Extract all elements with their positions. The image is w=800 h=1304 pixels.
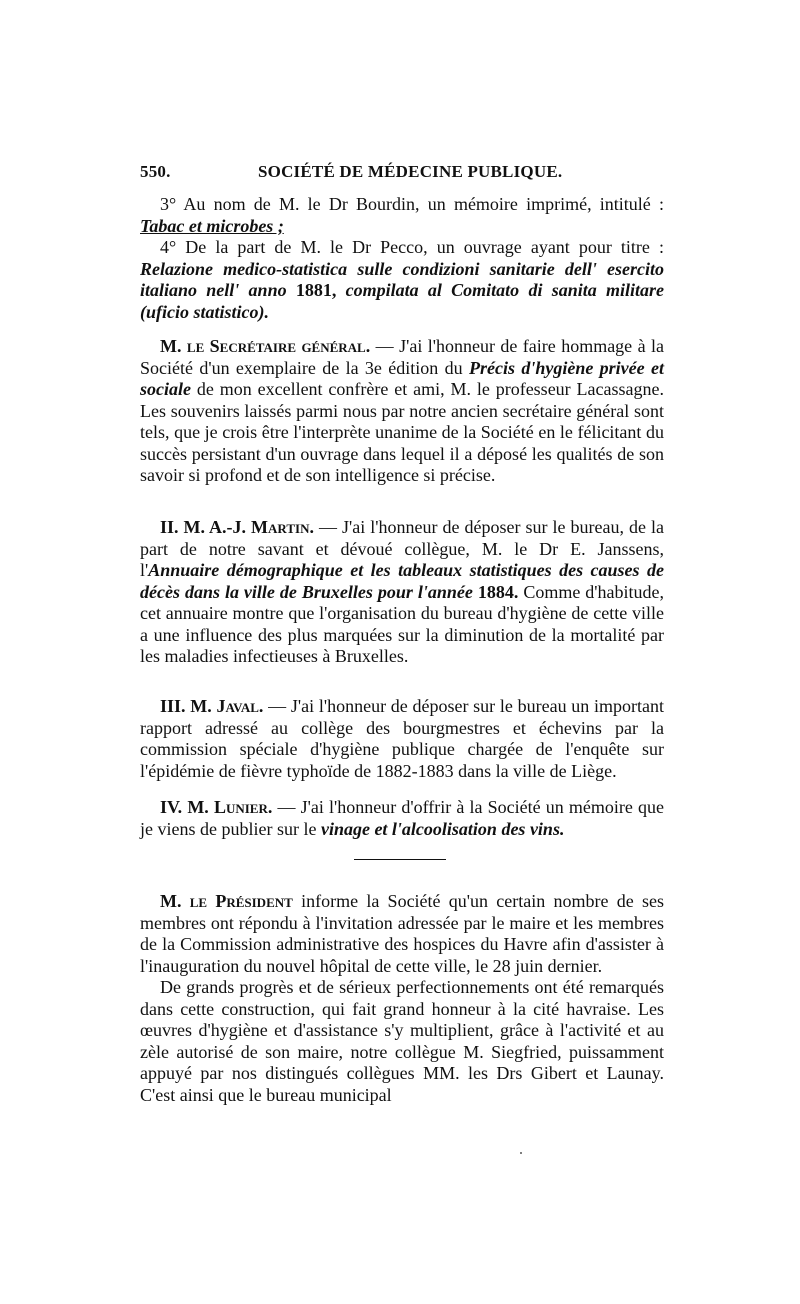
item-3 — [140, 194, 664, 237]
martin-year: 1884. — [477, 581, 519, 602]
lunier-text — [140, 797, 664, 840]
secretaire-text — [140, 336, 664, 487]
speaker-lunier: IV. M. Lunier. — [160, 797, 273, 817]
martin-text — [140, 517, 664, 668]
martin-text-b: Comme d'habitude, cet annuaire montre que l'organisation du bureau d'hygiène de cette ville a une influence des plus marquées sur la diminution de la mortalité par les maladies infectieuses à Bruxelles. — [140, 581, 665, 666]
speaker-martin: II. M. A.-J. Martin. — [160, 517, 314, 537]
president-paragraph-1 — [140, 891, 664, 977]
secretaire-text-b: de mon excellent confrère et ami, M. le professeur Lacassagne. Les souvenirs laissés parmi nous par notre ancien secrétaire général sont tels, que je crois être l'interprète unanime de la Société en le félicitant du succès persistant d'un ouvrage dans lequel il a déposé les qualités de son savoir si profond et de son intelligence si précise. — [140, 379, 664, 485]
print-speck — [520, 1152, 522, 1154]
item-4-text: 4° De la part de M. le Dr Pecco, un ouvrage ayant pour titre : — [160, 237, 664, 257]
martin-text-a: — J'ai l'honneur de déposer sur le bureau, de la part de notre savant et dévoué collègue, M. le Dr E. Janssens, l' — [140, 517, 665, 580]
lunier-paragraph — [140, 797, 664, 840]
running-header — [140, 162, 660, 184]
speaker-javal: III. M. Javal. — [160, 696, 264, 716]
president-paragraphs — [140, 891, 664, 1106]
martin-book-title: Annuaire démographique et les tableaux statistiques des causes de décès dans la ville de Bruxelles pour l'année — [140, 560, 664, 602]
item-3-title: Tabac et microbes ; — [140, 215, 284, 236]
secretaire-text-a: — J'ai l'honneur de faire hommage à la Société d'un exemplaire de la 3e édition du — [140, 336, 664, 378]
president-paragraph-2 — [140, 977, 664, 1106]
speaker-president: M. le Président — [160, 891, 293, 911]
president-text-1: informe la Société qu'un certain nombre de ses membres ont répondu à l'invitation adressée par le maire et les membres de la Commission administrative des hospices du Havre afin d'assister à l'inauguration du nouvel hôpital de cette ville, le 28 juin dernier. — [140, 891, 665, 976]
item-4 — [140, 237, 664, 323]
item-4-year: 1881, — [295, 280, 337, 300]
speaker-secretaire: M. le Secrétaire général. — [160, 336, 371, 356]
javal-paragraph — [140, 696, 664, 782]
president-text-2: De grands progrès et de sérieux perfectionnements ont été remarqués dans cette construction, qui fait grand honneur à la cité havraise. Les œuvres d'hygiène et d'assistance s'y multiplient, grâce à l'activité et au zèle autorisé de son maire, notre collègue M. Siegfried, puissamment appuyé par nos distingués collègues MM. les Drs Gibert et Launay. C'est ainsi que le bureau municipal — [140, 977, 664, 1105]
items-list — [140, 194, 664, 323]
running-title: SOCIÉTÉ DE MÉDECINE PUBLIQUE. — [258, 162, 563, 181]
section-divider — [354, 859, 446, 860]
javal-text — [140, 696, 664, 782]
lunier-text-a: — J'ai l'honneur d'offrir à la Société un mémoire que je viens de publier sur le — [140, 797, 665, 839]
item-4-title-a: Relazione medico-statistica sulle condizioni sanitarie dell' esercito italiano nell' anno — [140, 258, 664, 300]
javal-text-body: — J'ai l'honneur de déposer sur le bureau un important rapport adressé au collège des bourgmestres et échevins par la commission spéciale d'hygiène publique chargée de l'enquête sur l'épidémie de fièvre typhoïde de 1882-1883 dans la ville de Liège. — [140, 696, 664, 781]
secretaire-paragraph — [140, 336, 664, 487]
page-number: 550. — [140, 162, 171, 181]
lunier-title: vinage et l'alcoolisation des vins. — [320, 818, 565, 839]
item-4-title-b: compilata al Comitato di sanita militare (uficio statistico). — [140, 280, 665, 322]
secretaire-book-title: Précis d'hygiène privée et sociale — [140, 357, 664, 399]
martin-paragraph — [140, 517, 664, 668]
item-3-text: 3° Au nom de M. le Dr Bourdin, un mémoire imprimé, intitulé : — [160, 194, 664, 214]
